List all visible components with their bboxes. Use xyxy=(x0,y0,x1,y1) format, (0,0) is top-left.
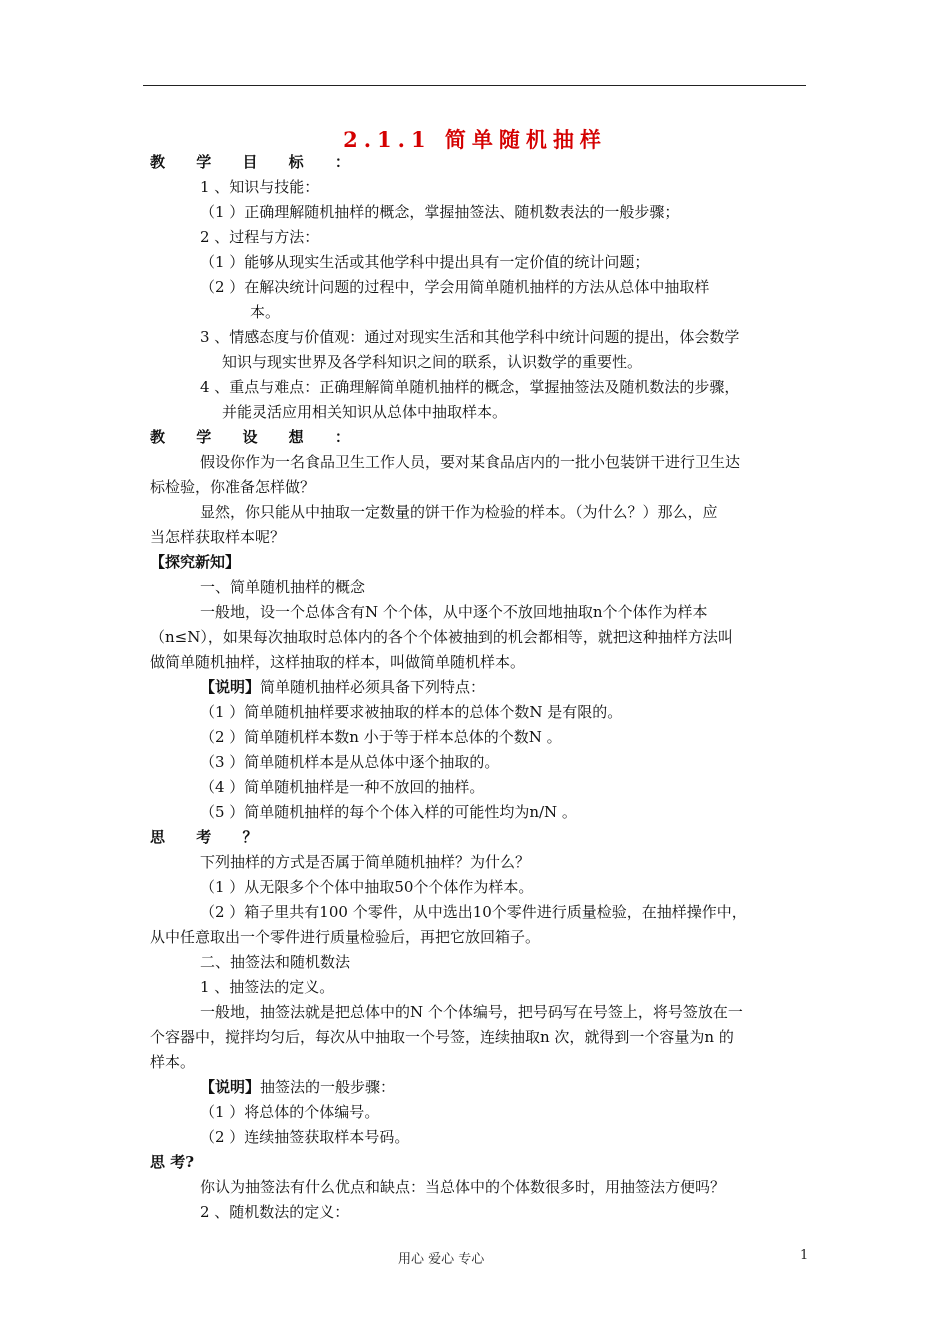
feature-3: （3 ）简单随机样本是从总体中逐个抽取的。 xyxy=(200,753,500,771)
definition-line-3: 做简单随机抽样，这样抽取的样本，叫做简单随机样本。 xyxy=(150,653,526,671)
header-rule xyxy=(143,85,806,86)
think-1-case-2-line-1: （2 ）箱子里共有100 个零件，从中选出10个零件进行质量检验，在抽样操作中， xyxy=(200,903,747,921)
goal-1-item-1: （1 ）正确理解随机抽样的概念，掌握抽签法、随机数表法的一般步骤； xyxy=(200,203,680,221)
feature-5: （5 ）简单随机抽样的每个个体入样的可能性均为n/N 。 xyxy=(200,803,577,821)
think-1-heading: 思 考 ？ xyxy=(150,828,271,846)
lottery-subheading: 二、抽签法和随机数法 xyxy=(200,953,351,971)
think-2-question: 你认为抽签法有什么优点和缺点：当总体中的个体数很多时，用抽签法方便吗？ xyxy=(200,1178,726,1196)
lottery-para-line-2: 个容器中，搅拌均匀后，每次从中抽取一个号签，连续抽取n 次，就得到一个容量为n 的 xyxy=(150,1028,734,1046)
goal-1: 1 、知识与技能： xyxy=(200,178,320,196)
design-para-2-line-1: 显然，你只能从中抽取一定数量的饼干作为检验的样本。（为什么？）那么，应 xyxy=(200,503,718,521)
goal-3-line-1: 3 、情感态度与价值观：通过对现实生活和其他学科中统计问题的提出，体会数学 xyxy=(200,328,740,346)
note-2-label: 【说明】 xyxy=(200,1078,261,1096)
goal-2-item-2-line-1: （2 ）在解决统计问题的过程中，学会用简单随机抽样的方法从总体中抽取样 xyxy=(200,278,710,296)
think-1-case-2-line-2: 从中任意取出一个零件进行质量检验后，再把它放回箱子。 xyxy=(150,928,541,946)
think-2-heading: 思 考? xyxy=(150,1153,195,1171)
goal-2-item-2-line-2: 本。 xyxy=(250,303,281,321)
page-number: 1 xyxy=(800,1248,809,1263)
note-2 xyxy=(200,1077,395,1097)
note-1 xyxy=(200,677,485,697)
concept-subheading: 一、简单随机抽样的概念 xyxy=(200,578,366,596)
definition-line-1: 一般地，设一个总体含有N 个个体，从中逐个不放回地抽取n个个体作为样本 xyxy=(200,603,708,621)
page-title: 2.1.1 简单随机抽样 xyxy=(343,127,607,152)
think-1-question: 下列抽样的方式是否属于简单随机抽样？为什么？ xyxy=(200,853,531,871)
explore-heading: 【探究新知】 xyxy=(150,553,241,571)
goal-2: 2 、过程与方法： xyxy=(200,228,320,246)
lottery-step-2: （2 ）连续抽签获取样本号码。 xyxy=(200,1128,410,1146)
design-para-2-line-2: 当怎样获取样本呢？ xyxy=(150,528,286,546)
design-heading: 教 学 设 想 ： xyxy=(150,428,363,446)
feature-1: （1 ）简单随机抽样要求被抽取的样本的总体个数N 是有限的。 xyxy=(200,703,623,721)
lottery-para-line-3: 样本。 xyxy=(150,1053,196,1071)
lottery-step-1: （1 ）将总体的个体编号。 xyxy=(200,1103,380,1121)
definition-line-2: （n≤N），如果每次抽取时总体内的各个个体被抽到的机会都相等，就把这种抽样方法叫 xyxy=(150,628,733,646)
random-number-definition-title: 2 、随机数法的定义： xyxy=(200,1203,350,1221)
note-1-text: 简单随机抽样必须具备下列特点： xyxy=(260,678,486,696)
footer-motto: 用心 爱心 专心 xyxy=(398,1252,485,1267)
note-2-text: 抽签法的一般步骤： xyxy=(260,1078,396,1096)
note-1-label: 【说明】 xyxy=(200,678,261,696)
feature-2: （2 ）简单随机样本数n 小于等于样本总体的个数N 。 xyxy=(200,728,562,746)
design-para-1-line-2: 标检验，你准备怎样做？ xyxy=(150,478,316,496)
lottery-para-line-1: 一般地，抽签法就是把总体中的N 个个体编号，把号码写在号签上，将号签放在一 xyxy=(200,1003,743,1021)
goal-4-line-1: 4 、重点与难点：正确理解简单随机抽样的概念，掌握抽签法及随机数法的步骤， xyxy=(200,378,740,396)
feature-4: （4 ）简单随机抽样是一种不放回的抽样。 xyxy=(200,778,485,796)
design-para-1-line-1: 假设你作为一名食品卫生工作人员，要对某食品店内的一批小包装饼干进行卫生达 xyxy=(200,453,741,471)
think-1-case-1: （1 ）从无限多个个体中抽取50个个体作为样本。 xyxy=(200,878,534,896)
goals-heading: 教 学 目 标 ： xyxy=(150,153,363,171)
lottery-definition-title: 1 、抽签法的定义。 xyxy=(200,978,335,996)
goal-4-line-2: 并能灵活应用相关知识从总体中抽取样本。 xyxy=(222,403,508,421)
goal-3-line-2: 知识与现实世界及各学科知识之间的联系，认识数学的重要性。 xyxy=(222,353,643,371)
goal-2-item-1: （1 ）能够从现实生活或其他学科中提出具有一定价值的统计问题； xyxy=(200,253,650,271)
